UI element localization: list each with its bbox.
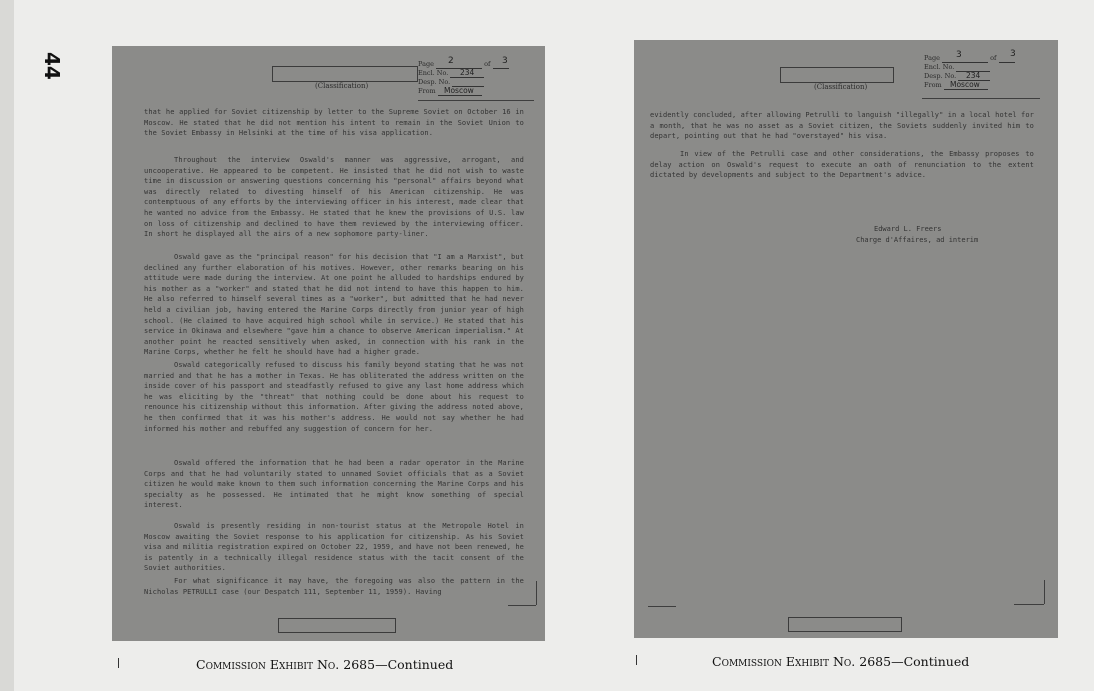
classification-label: (Classification) (814, 83, 868, 91)
signature-block (856, 224, 978, 245)
page-row (924, 49, 1048, 63)
page-label: Page (924, 54, 940, 62)
caption-tick-left (118, 658, 119, 668)
from-row (924, 81, 1048, 90)
desp-label: Desp. No. (418, 78, 451, 86)
caption-left (196, 657, 453, 672)
paragraph-4: Oswald categorically refused to discuss his family beyond stating that he was not married and that he has a mother in Texas. He has obliterated the address written on the inside cover of his passport and steadfastly refused to give any last home address which he was eliciting by the "threat" that nothing could be done about his request to renounce his citizenship without this information. After giving the address noted above, he then confirmed that it was his mother's address. He would not say whether he had informed his mother and rebuffed any suggestion of concern for her. (144, 361, 524, 433)
page-number: 3 (956, 50, 962, 60)
footer-classification-box (788, 617, 902, 632)
signer-title: Charge d'Affaires, ad interim (856, 235, 979, 244)
document-meta (418, 56, 538, 96)
page-row (418, 56, 538, 69)
paragraph-6: Oswald is presently residing in non-tourist status at the Metropole Hotel in Moscow awaiting the Soviet response to his application for citizenship. As his Soviet visa and militia registration expired on October 22, 1959, and have not been renewed, he is patently in a technically illegal residence status with the tacit consent of the Soviet authorities. (144, 522, 524, 573)
page-label: Page (418, 60, 434, 68)
paragraph-5: Oswald offered the information that he had been a radar operator in the Marine Corps and that he had voluntarily stated to unnamed Soviet officials that as a Soviet citizen he would make known to them such information concerning the Marine Corps and his specialty as he possessed. He intimated that he might know something of special interest. (144, 459, 524, 510)
desp-row (418, 78, 538, 87)
page-total: 3 (502, 56, 508, 66)
paragraph-1: that he applied for Soviet citizenship by letter to the Supreme Soviet on October 16 in Moscow. He stated that he did not mention his intent to remain in the Soviet Union to the Soviet Embassy in Helsinki at the time of his visa application. (144, 108, 524, 138)
caption-tick-right (636, 655, 637, 665)
classification-box (272, 66, 418, 82)
caption-left-number: 2685 (343, 657, 376, 672)
document-meta (924, 49, 1048, 90)
of-label: of (484, 60, 491, 68)
from-value: Moscow (950, 80, 980, 89)
encl-label: Encl. No. (418, 69, 449, 77)
caption-right-suffix: —Continued (891, 654, 970, 669)
paragraph-2: In view of the Petrulli case and other considerations, the Embassy proposes to delay action on Oswald's request to execute an oath of renunciation to the extent dictated by developments and subject to the Department's advice. (650, 150, 1034, 180)
signer-name: Edward L. Freers (874, 225, 942, 233)
header-rule (418, 100, 534, 101)
document-sheet-right (634, 40, 1058, 638)
page-line (942, 55, 988, 63)
footer-corner-line (536, 581, 537, 605)
paragraph-7: For what significance it may have, the foregoing was also the pattern in the Nicholas PETRULLI case (our Despatch 111, September 11, 1959). Having (144, 577, 524, 596)
caption-right-prefix: Commission Exhibit No. (712, 654, 856, 669)
footer-left-rule (648, 606, 676, 607)
encl-row (924, 63, 1048, 72)
footer-corner-line (1044, 580, 1045, 604)
document-sheet-left (112, 46, 545, 641)
paragraph-2: Throughout the interview Oswald's manner was aggressive, arrogant, and uncooperative. He appeared to be competent. He insisted that he did not wish to waste time in discussion or answering questions concerning his "personal" affairs beyond what was directly related to divesting himself of his American citizenship. He was contemptuous of any efforts by the interviewing officer in his interest, made clear that he wanted no advice from the Embassy. He stated that he knew the provisions of U.S. law on loss of citizenship and declined to have them reviewed by the interviewing officer. In short he displayed all the airs of a new sophomore party-liner. (144, 156, 524, 239)
footer-corner-rule (508, 605, 536, 606)
book-binding-edge (0, 0, 14, 691)
of-label: of (990, 54, 997, 62)
margin-page-number: 44 (40, 52, 64, 80)
from-row (418, 87, 538, 96)
paragraph-3: Oswald gave as the "principal reason" for his decision that "I am a Marxist", but declined any further elaboration of his motives. However, other remarks bearing on his attitude were made during the interview. At one point he alluded to hardships endured by his mother as a "worker" and stated that he did not intend to have this happen to him. He also referred to himself several times as a "worker", but admitted that he had never held a civilian job, having entered the Marine Corps directly from junior year of high school. (He claimed to have acquired high school while in service.) He stated that his service in Okinawa and elsewhere "gave him a chance to observe American imperialism." At another point he reacted sensitively when asked, in connection with his rank in the Marine Corps, whether he felt he should have had a higher grade. (144, 253, 524, 357)
from-label: From (924, 81, 942, 89)
encl-number: 234 (460, 68, 475, 77)
header-rule (922, 98, 1040, 99)
footer-classification-box (278, 618, 396, 633)
page-total: 3 (1010, 49, 1016, 59)
desp-number: 234 (966, 71, 981, 80)
caption-right (712, 654, 969, 669)
page-number: 2 (448, 56, 454, 66)
classification-box (780, 67, 894, 83)
encl-label: Encl. No. (924, 63, 955, 71)
footer-corner-rule (1014, 604, 1044, 605)
desp-row (924, 72, 1048, 81)
from-value: Moscow (444, 86, 474, 95)
from-label: From (418, 87, 436, 95)
caption-left-prefix: Commission Exhibit No. (196, 657, 340, 672)
paragraph-1: evidently concluded, after allowing Petrulli to languish "illegally" in a local hotel for a month, that he was no asset as a Soviet citizen, the Soviets suddenly invited him to depart, pointing out that he had "overstayed" his visa. (650, 111, 1034, 141)
desp-label: Desp. No. (924, 72, 957, 80)
caption-right-number: 2685 (859, 654, 892, 669)
caption-left-suffix: —Continued (375, 657, 454, 672)
classification-label: (Classification) (315, 82, 369, 90)
encl-row (418, 69, 538, 78)
